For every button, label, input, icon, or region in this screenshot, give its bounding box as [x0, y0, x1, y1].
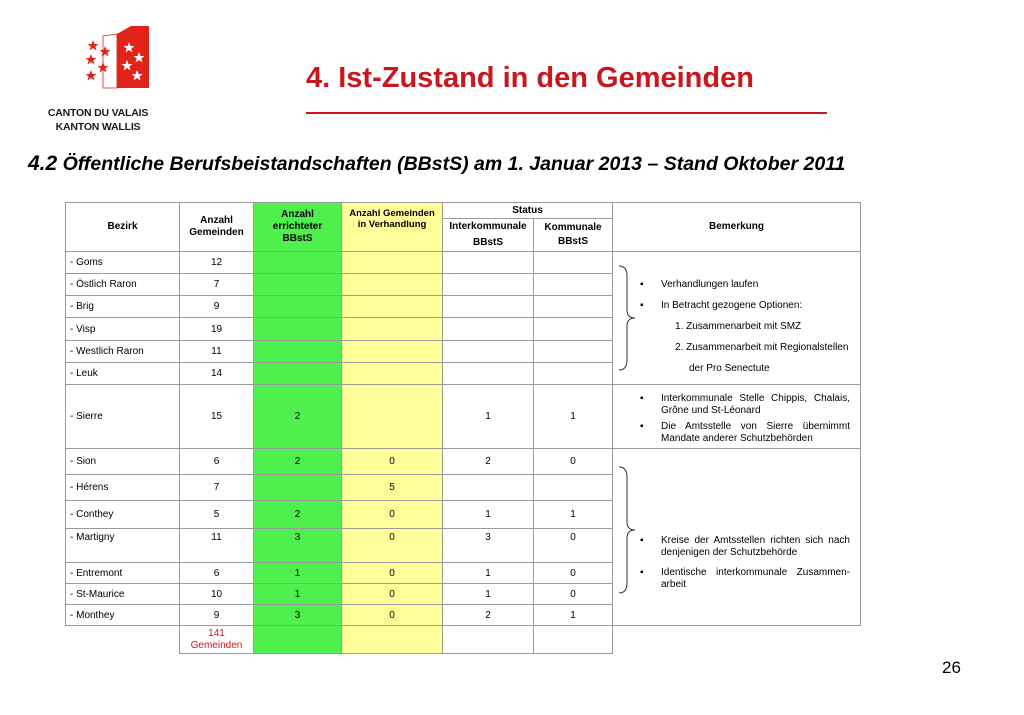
cell-anzahl: 9 — [180, 605, 254, 626]
cell-inter — [443, 296, 534, 318]
total-inter — [443, 626, 534, 654]
cell-bezirk: - Martigny — [66, 529, 180, 563]
remark-subitem: 1. Zusammenarbeit mit SMZ — [675, 321, 802, 332]
cell-verhandlung — [342, 385, 443, 449]
cell-kommunal: 0 — [534, 584, 613, 605]
cell-anzahl: 11 — [180, 529, 254, 563]
total-errichtet — [254, 626, 342, 654]
cell-kommunal — [534, 475, 613, 501]
page-number: 26 — [942, 658, 961, 677]
remark-oberwallis — [613, 252, 861, 385]
cell-inter: 3 — [443, 529, 534, 563]
cell-verhandlung — [342, 340, 443, 362]
section-number: 4.2 — [28, 152, 58, 175]
canton-valais-flag-icon — [83, 26, 153, 101]
cell-inter — [443, 475, 534, 501]
cell-inter — [443, 318, 534, 340]
cell-kommunal: 1 — [534, 501, 613, 529]
header-errichtet: Anzahl errichteter BBstS — [254, 203, 342, 252]
cell-anzahl: 7 — [180, 475, 254, 501]
cell-inter — [443, 362, 534, 384]
cell-bezirk: - St-Maurice — [66, 584, 180, 605]
cell-inter — [443, 274, 534, 296]
total-label: Gemeinden — [190, 639, 243, 651]
remark-item: ▪ Interkommunale Stelle Chippis, Chalais, Grône und St-Léonard — [617, 393, 856, 417]
cell-bezirk: - Westlich Raron — [66, 340, 180, 362]
table-row — [66, 252, 861, 274]
cell-anzahl: 5 — [180, 501, 254, 529]
total-remark-spacer — [613, 626, 861, 654]
cell-verhandlung: 0 — [342, 584, 443, 605]
cell-kommunal — [534, 340, 613, 362]
total-gemeinden — [180, 626, 254, 654]
logo-wordmark — [28, 106, 168, 134]
cell-anzahl: 19 — [180, 318, 254, 340]
cell-kommunal — [534, 296, 613, 318]
remark-item: ▪ Die Amtsstelle von Sierre übernimmt Mandate anderer Schutzbehörden — [617, 421, 856, 445]
table-row — [66, 449, 861, 475]
cell-anzahl: 7 — [180, 274, 254, 296]
cell-bezirk: - Conthey — [66, 501, 180, 529]
cell-bezirk: - Sierre — [66, 385, 180, 449]
cell-verhandlung: 5 — [342, 475, 443, 501]
cell-verhandlung: 0 — [342, 449, 443, 475]
total-spacer — [66, 626, 180, 654]
header-interkommunale: Interkommunale BBstS — [443, 219, 534, 252]
cell-anzahl: 6 — [180, 563, 254, 584]
cell-inter: 1 — [443, 385, 534, 449]
remark-item: ▪ Kreise der Amtsstellen richten sich nach denjenigen der Schutzbehörde — [617, 535, 856, 559]
cell-inter: 1 — [443, 501, 534, 529]
cell-bezirk: - Sion — [66, 449, 180, 475]
cell-errichtet: 3 — [254, 529, 342, 563]
remark-item: ▪ Identische interkommunale Zusammen-arbeit — [617, 567, 856, 591]
cell-errichtet — [254, 362, 342, 384]
cell-anzahl: 15 — [180, 385, 254, 449]
cell-kommunal: 0 — [534, 529, 613, 563]
cell-errichtet: 1 — [254, 563, 342, 584]
cell-errichtet: 2 — [254, 449, 342, 475]
remark-subitem-cont: der Pro Senectute — [689, 363, 770, 374]
cell-bezirk: - Hérens — [66, 475, 180, 501]
total-kommunal — [534, 626, 613, 654]
cell-bezirk: - Visp — [66, 318, 180, 340]
remark-item: ▪ Verhandlungen laufen — [617, 279, 856, 300]
header-bemerkung: Bemerkung — [613, 203, 861, 252]
cell-bezirk: - Entremont — [66, 563, 180, 584]
cell-verhandlung — [342, 252, 443, 274]
header-anzahl: Anzahl Gemeinden — [180, 203, 254, 252]
cell-kommunal — [534, 318, 613, 340]
cell-kommunal: 1 — [534, 385, 613, 449]
cell-errichtet: 3 — [254, 605, 342, 626]
table-row — [66, 385, 861, 449]
cell-anzahl: 14 — [180, 362, 254, 384]
cell-inter: 1 — [443, 563, 534, 584]
cell-bezirk: - Goms — [66, 252, 180, 274]
total-count: 141 — [208, 627, 225, 639]
cell-bezirk: - Östlich Raron — [66, 274, 180, 296]
cell-errichtet — [254, 274, 342, 296]
cell-verhandlung: 0 — [342, 529, 443, 563]
cell-errichtet — [254, 475, 342, 501]
total-verhandlung — [342, 626, 443, 654]
cell-verhandlung: 0 — [342, 501, 443, 529]
header-bezirk: Bezirk — [66, 203, 180, 252]
cell-errichtet — [254, 340, 342, 362]
cell-kommunal — [534, 252, 613, 274]
section-subtitle — [28, 152, 845, 176]
logo-line-de: KANTON WALLIS — [55, 121, 141, 133]
canton-logo — [28, 26, 168, 136]
cell-bezirk: - Leuk — [66, 362, 180, 384]
cell-errichtet: 1 — [254, 584, 342, 605]
cell-inter — [443, 340, 534, 362]
remark-item: ▪ In Betracht gezogene Optionen: — [617, 300, 856, 321]
remark-sierre — [613, 385, 861, 449]
cell-errichtet — [254, 296, 342, 318]
gemeinden-table — [65, 202, 861, 654]
remark-subitem: 2. Zusammenarbeit mit Regionalstellen — [675, 342, 849, 353]
cell-inter: 1 — [443, 584, 534, 605]
cell-verhandlung: 0 — [342, 605, 443, 626]
cell-anzahl: 11 — [180, 340, 254, 362]
section-heading-text: Öffentliche Berufsbeistandschaften (BBstS) am 1. Januar 2013 – Stand Oktober 2011 — [62, 153, 846, 175]
header-verhandlung: Anzahl Gemeinden in Verhandlung — [342, 203, 443, 252]
cell-anzahl: 9 — [180, 296, 254, 318]
cell-verhandlung — [342, 296, 443, 318]
title-underline — [306, 112, 827, 114]
cell-kommunal: 1 — [534, 605, 613, 626]
cell-kommunal — [534, 362, 613, 384]
cell-errichtet — [254, 252, 342, 274]
header-kommunale: Kommunale BBstS — [534, 219, 613, 252]
total-row — [66, 626, 861, 654]
cell-kommunal: 0 — [534, 449, 613, 475]
cell-errichtet — [254, 318, 342, 340]
cell-inter: 2 — [443, 605, 534, 626]
page-title: 4. Ist-Zustand in den Gemeinden — [306, 62, 754, 94]
cell-errichtet: 2 — [254, 501, 342, 529]
cell-bezirk: - Monthey — [66, 605, 180, 626]
cell-verhandlung: 0 — [342, 563, 443, 584]
cell-anzahl: 10 — [180, 584, 254, 605]
cell-kommunal — [534, 274, 613, 296]
cell-verhandlung — [342, 362, 443, 384]
cell-verhandlung — [342, 318, 443, 340]
cell-verhandlung — [342, 274, 443, 296]
cell-anzahl: 6 — [180, 449, 254, 475]
cell-inter: 2 — [443, 449, 534, 475]
cell-errichtet: 2 — [254, 385, 342, 449]
cell-bezirk: - Brig — [66, 296, 180, 318]
header-status: Status — [443, 203, 613, 219]
logo-line-fr: CANTON DU VALAIS — [47, 107, 149, 119]
remark-unterwallis — [613, 449, 861, 626]
cell-inter — [443, 252, 534, 274]
cell-kommunal: 0 — [534, 563, 613, 584]
cell-anzahl: 12 — [180, 252, 254, 274]
